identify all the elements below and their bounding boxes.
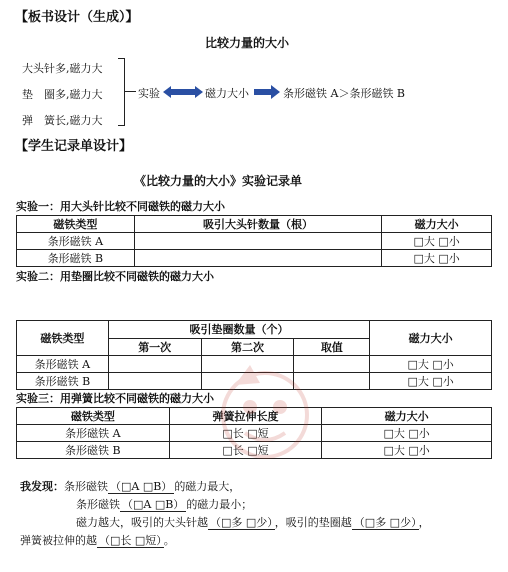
exp2-header-strength: 磁力大小 bbox=[370, 321, 492, 356]
findings-l4-a: 弹簧被拉伸的越 bbox=[20, 534, 97, 547]
table-row bbox=[17, 233, 492, 250]
findings-l1-choice[interactable]: （□A □B） bbox=[110, 480, 173, 493]
exp2-row-a-name: 条形磁铁 A bbox=[17, 356, 109, 373]
mascot-watermark-icon bbox=[205, 355, 325, 475]
exp2-header-type: 磁铁类型 bbox=[17, 321, 109, 356]
exp1-row-a-result[interactable]: □大 □小 bbox=[382, 233, 492, 250]
exp1-header-strength: 磁力大小 bbox=[382, 216, 492, 233]
exp2-row-a-result[interactable]: □大 □小 bbox=[370, 356, 492, 373]
board-design-title: 【板书设计（生成）】 bbox=[15, 10, 139, 25]
exp3-row-a-result[interactable]: □大 □小 bbox=[322, 425, 492, 442]
exp2-sub-second: 第二次 bbox=[201, 338, 294, 356]
brace-connector bbox=[124, 91, 136, 92]
board-line-2: 垫 圈多,磁力大 bbox=[22, 88, 103, 101]
double-arrow-icon bbox=[163, 85, 203, 99]
exp3-row-a-length[interactable]: □长 □短 bbox=[169, 425, 322, 442]
exp3-row-a-name: 条形磁铁 A bbox=[17, 425, 170, 442]
board-conclusion: 条形磁铁 A＞条形磁铁 B bbox=[283, 87, 406, 100]
exp3-row-b-result[interactable]: □大 □小 bbox=[322, 442, 492, 459]
findings-line-4 bbox=[20, 532, 175, 548]
exp2-sub-value: 取值 bbox=[294, 338, 370, 356]
board-title: 比较力量的大小 bbox=[205, 36, 290, 50]
exp3-row-b-name: 条形磁铁 B bbox=[17, 442, 170, 459]
table-row bbox=[17, 250, 492, 267]
exp1-header-count: 吸引大头针数量（根） bbox=[134, 216, 381, 233]
findings-l3-c: ， bbox=[418, 516, 430, 529]
exp2-heading: 实验二：用垫圈比较不同磁铁的磁力大小 bbox=[16, 270, 214, 283]
exp1-table bbox=[16, 215, 492, 267]
findings-line-1 bbox=[20, 478, 240, 494]
exp1-heading: 实验一：用大头针比较不同磁铁的磁力大小 bbox=[16, 200, 225, 213]
findings-l1-post: 的磁力最大， bbox=[174, 480, 241, 493]
board-line-3: 弹 簧长,磁力大 bbox=[22, 114, 103, 127]
exp2-row-b-name: 条形磁铁 B bbox=[17, 373, 109, 390]
record-sheet-title: 《比较力量的大小》实验记录单 bbox=[134, 174, 303, 188]
findings-l3-choice2[interactable]: （□多 □少） bbox=[353, 516, 417, 529]
findings-l3-a: 磁力越大，吸引的大头针越 bbox=[76, 516, 208, 529]
exp2-row-b-result[interactable]: □大 □小 bbox=[370, 373, 492, 390]
findings-l2-post: 的磁力最小； bbox=[186, 498, 253, 511]
right-arrow-icon bbox=[254, 85, 280, 99]
findings-l4-choice[interactable]: （□长 □短） bbox=[99, 534, 162, 547]
board-line-1: 大头针多,磁力大 bbox=[22, 62, 103, 75]
exp2-sub-first: 第一次 bbox=[108, 338, 201, 356]
exp2-row-b-first[interactable] bbox=[108, 373, 201, 390]
exp1-row-b-result[interactable]: □大 □小 bbox=[382, 250, 492, 267]
findings-l3-b: ，吸引的垫圈越 bbox=[274, 516, 352, 529]
board-middle: 磁力大小 bbox=[205, 87, 249, 100]
findings-l3-choice1[interactable]: （□多 □少） bbox=[210, 516, 273, 529]
record-design-title: 【学生记录单设计】 bbox=[15, 139, 133, 154]
findings-label: 我发现： bbox=[20, 480, 64, 493]
findings-line-2 bbox=[76, 496, 252, 512]
exp2-header-count: 吸引垫圈数量（个） bbox=[108, 321, 369, 339]
board-experiment: 实验 bbox=[138, 87, 160, 100]
exp3-header-type: 磁铁类型 bbox=[17, 408, 170, 425]
findings-l4-b: 。 bbox=[163, 534, 175, 547]
exp3-header-length: 弹簧拉伸长度 bbox=[169, 408, 322, 425]
exp3-header-strength: 磁力大小 bbox=[322, 408, 492, 425]
findings-line-3 bbox=[76, 514, 430, 530]
exp1-row-b-count[interactable] bbox=[134, 250, 381, 267]
exp1-row-a-count[interactable] bbox=[134, 233, 381, 250]
exp3-heading: 实验三：用弹簧比较不同磁铁的磁力大小 bbox=[16, 392, 214, 405]
findings-l2-pre: 条形磁铁 bbox=[76, 498, 120, 511]
findings-l2-choice[interactable]: （□A □B） bbox=[122, 498, 185, 511]
exp3-row-b-length[interactable]: □长 □短 bbox=[169, 442, 322, 459]
exp1-row-b-name: 条形磁铁 B bbox=[17, 250, 135, 267]
findings-l1-pre: 条形磁铁 bbox=[64, 480, 108, 493]
board-brace bbox=[118, 58, 125, 126]
exp2-row-a-first[interactable] bbox=[108, 356, 201, 373]
exp1-header-type: 磁铁类型 bbox=[17, 216, 135, 233]
exp1-row-a-name: 条形磁铁 A bbox=[17, 233, 135, 250]
